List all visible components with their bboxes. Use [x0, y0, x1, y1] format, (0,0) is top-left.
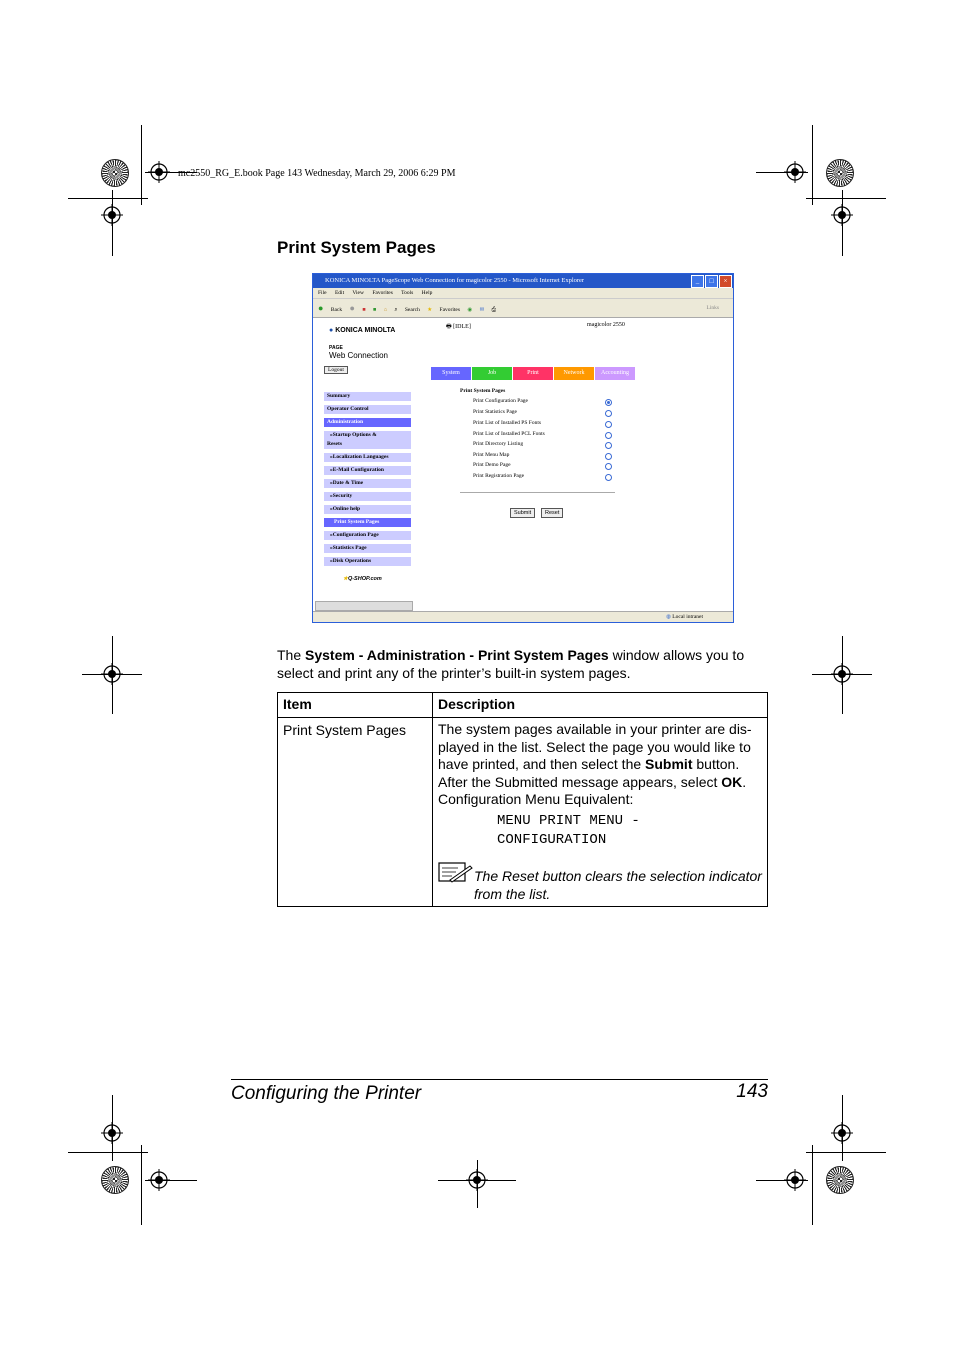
- registration-star-icon: [101, 159, 129, 187]
- nav-startup-line2: Resets: [327, 441, 342, 447]
- nav-administration[interactable]: Administration: [324, 418, 411, 427]
- divider: [460, 492, 615, 493]
- menu-favorites[interactable]: Favorites: [372, 290, 393, 296]
- intro-bold: System - Administration - Print System Pages: [305, 647, 609, 663]
- page-option-radio[interactable]: [605, 453, 612, 460]
- minimize-icon[interactable]: _: [691, 275, 704, 288]
- registration-cross-icon: [101, 204, 123, 226]
- footer-rule: [231, 1079, 768, 1080]
- registration-star-icon: [826, 159, 854, 187]
- forward-icon[interactable]: ●: [349, 303, 355, 313]
- page-content: [313, 318, 733, 600]
- page-option-label: Print Menu Map: [473, 452, 510, 458]
- crop-mark: [806, 198, 886, 199]
- menu-edit[interactable]: Edit: [334, 290, 345, 296]
- search-icon[interactable]: ⌕: [394, 307, 398, 313]
- web-connection-logo: PAGE Web Connection: [329, 345, 388, 360]
- desc-text-3: .: [742, 773, 747, 790]
- crop-mark: [812, 125, 813, 205]
- menu-path: [438, 812, 762, 850]
- section-title: Print System Pages: [277, 238, 436, 257]
- page-option-label: Print Directory Listing: [473, 441, 524, 447]
- konica-minolta-logo: ● KONICA MINOLTA: [329, 327, 396, 334]
- desc-submit: Submit: [645, 756, 693, 773]
- main-tabs: [431, 367, 635, 380]
- header-item: Item: [278, 693, 433, 718]
- registration-cross-icon: [784, 1169, 806, 1191]
- page-option-radio[interactable]: [605, 399, 612, 406]
- qshop-label: Q-SHOP.com: [347, 576, 382, 582]
- desc-text-1: The system pages available in your printer are dis-played in the list. Select the page you would like to have printed, and then select the: [438, 721, 752, 773]
- links-button[interactable]: Links: [706, 305, 719, 311]
- logo-brand: KONICA MINOLTA: [335, 327, 396, 334]
- print-header: mc2550_RG_E.book Page 143 Wednesday, March 29, 2006 6:29 PM: [178, 168, 456, 179]
- page-option-radio[interactable]: [605, 442, 612, 449]
- crop-mark: [141, 125, 142, 205]
- intro-paragraph: [277, 646, 767, 682]
- tab-job[interactable]: Job: [472, 367, 512, 380]
- tab-system[interactable]: System: [431, 367, 471, 380]
- menu-tools[interactable]: Tools: [401, 290, 414, 296]
- menu-view[interactable]: View: [352, 290, 364, 296]
- crop-mark: [812, 1145, 813, 1225]
- cell-description: [433, 718, 768, 907]
- window-titlebar: [313, 274, 733, 288]
- crop-mark: [68, 1152, 148, 1153]
- window-title: KONICA MINOLTA PageScope Web Connection for magicolor 2550 - Microsoft Internet Explorer: [325, 277, 585, 284]
- page-option-label: Print Configuration Page: [473, 398, 528, 404]
- horizontal-scrollbar[interactable]: [315, 601, 413, 611]
- favorites-button[interactable]: Favorites: [439, 307, 461, 313]
- menu-help[interactable]: Help: [421, 290, 433, 296]
- registration-cross-icon: [831, 663, 853, 685]
- registration-cross-icon: [831, 204, 853, 226]
- nav-startup-options[interactable]: [324, 431, 411, 449]
- home-icon[interactable]: ⌂: [383, 307, 388, 313]
- menu-path-line2: CONFIGURATION: [497, 831, 607, 848]
- printer-icon: 🖶: [446, 324, 452, 330]
- nav-startup-line1: »Startup Options &: [330, 432, 377, 438]
- page-option-radio[interactable]: [605, 432, 612, 439]
- back-icon[interactable]: ●: [318, 303, 324, 313]
- zone-label: [666, 612, 703, 622]
- registration-cross-icon: [101, 1122, 123, 1144]
- nav-print-system-pages[interactable]: Print System Pages: [324, 518, 411, 527]
- cell-item: Print System Pages: [278, 718, 433, 907]
- panel-title: Print System Pages: [460, 388, 506, 394]
- registration-cross-icon: [466, 1169, 488, 1191]
- nav-localization-languages[interactable]: »Localization Languages: [324, 453, 411, 462]
- registration-cross-icon: [784, 161, 806, 183]
- statusbar: [313, 611, 733, 622]
- registration-cross-icon: [148, 161, 170, 183]
- search-button[interactable]: Search: [404, 307, 420, 313]
- refresh-icon[interactable]: ■: [373, 307, 377, 313]
- crop-mark: [141, 1145, 142, 1225]
- page-option-label: Print Demo Page: [473, 462, 511, 468]
- browser-screenshot: [312, 273, 734, 623]
- submit-button[interactable]: Submit: [510, 508, 535, 518]
- nav-online-help[interactable]: »Online help: [324, 505, 411, 514]
- footer-title: Configuring the Printer: [231, 1083, 422, 1104]
- mail-icon[interactable]: ✉: [479, 307, 485, 313]
- menubar: [313, 288, 733, 299]
- nav-summary[interactable]: Summary: [324, 392, 411, 401]
- favorites-icon[interactable]: ★: [427, 307, 433, 313]
- page-option-label: Print Registration Page: [473, 473, 525, 479]
- intro-text-1: The: [277, 647, 306, 663]
- nav-operator-control[interactable]: Operator Control: [324, 405, 411, 414]
- qshop-logo[interactable]: ★Q-SHOP.com: [343, 576, 382, 582]
- print-icon[interactable]: ⎙: [491, 307, 496, 313]
- description-table: [277, 692, 768, 907]
- browser-toolbar: [313, 299, 733, 318]
- page-option-radio[interactable]: [605, 474, 612, 481]
- page-option-radio[interactable]: [605, 410, 612, 417]
- globe-icon: ◍: [666, 614, 671, 620]
- back-button[interactable]: Back: [330, 307, 343, 313]
- menu-file[interactable]: File: [318, 290, 327, 296]
- note: [438, 862, 762, 903]
- nav-date-time[interactable]: »Date & Time: [324, 479, 411, 488]
- tab-accounting[interactable]: Accounting: [595, 367, 635, 380]
- crop-mark: [806, 1152, 886, 1153]
- page-option-radio[interactable]: [605, 463, 612, 470]
- page-option-label: Print List of Installed PCL Fonts: [473, 431, 545, 437]
- crop-mark: [68, 198, 148, 199]
- zone-text: Local intranet: [672, 614, 703, 620]
- header-description: Description: [433, 693, 768, 718]
- registration-cross-icon: [831, 1122, 853, 1144]
- desc-ok: OK: [721, 773, 743, 790]
- page-option-label: Print List of Installed PS Fonts: [473, 420, 541, 426]
- history-icon[interactable]: ◉: [467, 307, 473, 313]
- logo-product: Web Connection: [329, 351, 388, 360]
- menu-equivalent-label: Configuration Menu Equivalent:: [438, 791, 634, 808]
- registration-cross-icon: [148, 1169, 170, 1191]
- page-option-radio[interactable]: [605, 421, 612, 428]
- registration-star-icon: [826, 1166, 854, 1194]
- logout-button[interactable]: Logout: [324, 366, 348, 374]
- stop-icon[interactable]: ■: [362, 307, 366, 313]
- printer-model: magicolor 2550: [587, 322, 625, 328]
- nav-email-configuration[interactable]: »E-Mail Configuration: [324, 466, 411, 475]
- nav-statistics-page[interactable]: »Statistics Page: [324, 544, 411, 553]
- nav-configuration-page[interactable]: »Configuration Page: [324, 531, 411, 540]
- page-number: 143: [736, 1081, 768, 1102]
- intro-text-2: window allows you to select and print any of the printer’s built-in system pages.: [277, 647, 745, 681]
- nav-security[interactable]: »Security: [324, 492, 411, 501]
- registration-star-icon: [101, 1166, 129, 1194]
- page-option-label: Print Statistics Page: [473, 409, 517, 415]
- reset-button[interactable]: Reset: [541, 508, 563, 518]
- note-pencil-icon: [438, 862, 474, 884]
- note-text: The Reset button clears the selection indicator from the list.: [474, 867, 762, 902]
- registration-cross-icon: [101, 663, 123, 685]
- nav-disk-operations[interactable]: »Disk Operations: [324, 557, 411, 566]
- printer-status: [446, 322, 471, 332]
- maximize-icon[interactable]: □: [705, 275, 718, 288]
- close-icon[interactable]: ×: [719, 275, 732, 288]
- printer-status-text: [IDLE]: [453, 324, 471, 330]
- tab-print[interactable]: Print: [513, 367, 553, 380]
- tab-network[interactable]: Network: [554, 367, 594, 380]
- desc-text-2: button. After the Submitted message appears, select: [438, 756, 740, 790]
- menu-path-line1: MENU PRINT MENU -: [497, 812, 640, 829]
